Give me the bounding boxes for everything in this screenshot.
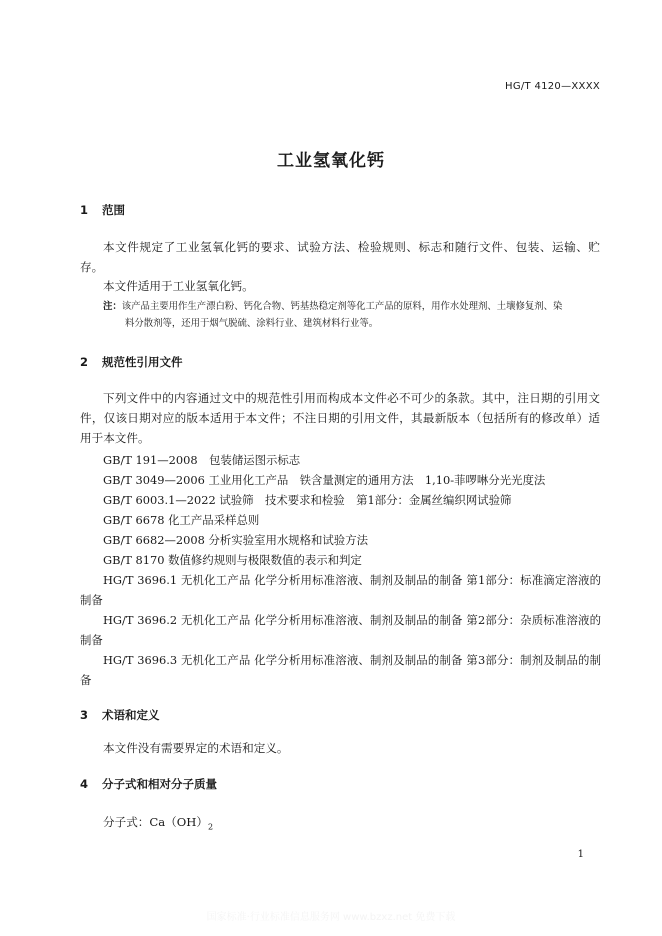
document-title: 工业氢氧化钙 xyxy=(277,151,385,171)
section-number: 4 xyxy=(80,777,89,791)
section-heading-formula xyxy=(80,776,217,792)
reference-item: GB/T 3049—2006 工业用化工产品 铁含量测定的通用方法 1,10-菲啰啉分光光度法 xyxy=(103,473,546,487)
section-heading-normative-references xyxy=(80,354,183,370)
section-title: 规范性引用文件 xyxy=(102,355,183,369)
reference-item: GB/T 6678 化工产品采样总则 xyxy=(103,513,260,527)
section-title: 术语和定义 xyxy=(102,708,160,722)
reference-item: GB/T 191—2008 包装储运图示标志 xyxy=(103,453,301,467)
scope-paragraph: 本文件规定了工业氢氧化钙的要求、试验方法、检验规则、标志和随行文件、包装、运输、贮存。 xyxy=(80,240,600,274)
formula-subscript: 2 xyxy=(207,822,214,832)
watermark-text: 国家标准·行业标准信息服务网 www.bzxz.net 免费下载 xyxy=(206,912,456,923)
terms-paragraph: 本文件没有需要界定的术语和定义。 xyxy=(103,741,289,755)
section-number: 3 xyxy=(80,708,89,722)
scope-applicability: 本文件适用于工业氢氧化钙。 xyxy=(103,279,254,293)
note-text-line2: 料分散剂等，还用于烟气脱硫、涂料行业、建筑材料行业等。 xyxy=(125,318,379,329)
reference-item: GB/T 6682—2008 分析实验室用水规格和试验方法 xyxy=(103,533,368,547)
reference-item: HG/T 3696.2 无机化工产品 化学分析用标准溶液、制剂及制品的制备 第2部分：杂质标准溶液的制备 xyxy=(80,613,601,647)
reference-item: GB/T 6003.1—2022 试验筛 技术要求和检验 第1部分：金属丝编织网试验筛 xyxy=(103,493,512,507)
section-heading-scope xyxy=(80,202,125,218)
scope-note xyxy=(103,298,601,332)
reference-item: HG/T 3696.3 无机化工产品 化学分析用标准溶液、制剂及制品的制备 第3部分：制剂及制品的制备 xyxy=(80,653,601,687)
note-text-line1: 该产品主要用作生产漂白粉、钙化合物、钙基热稳定剂等化工产品的原料，用作水处理剂、土壤修复剂、染 xyxy=(121,301,563,312)
reference-item: GB/T 8170 数值修约规则与极限数值的表示和判定 xyxy=(103,553,362,567)
molecular-formula xyxy=(103,814,213,831)
section-heading-terms xyxy=(80,707,160,723)
reference-item: HG/T 3696.1 无机化工产品 化学分析用标准溶液、制剂及制品的制备 第1部分：标准滴定溶液的制备 xyxy=(80,573,601,607)
formula-label: 分子式：Ca（OH） xyxy=(103,815,208,829)
normative-intro-paragraph: 下列文件中的内容通过文中的规范性引用而构成本文件必不可少的条款。其中，注日期的引用文件，仅该日期对应的版本适用于本文件；不注日期的引用文件，其最新版本（包括所有的修改单）适用于本文件。 xyxy=(80,391,600,445)
section-title: 分子式和相对分子质量 xyxy=(102,777,218,791)
standard-code: HG/T 4120—XXXX xyxy=(505,81,600,92)
page-number: 1 xyxy=(577,849,584,860)
section-number: 2 xyxy=(80,355,89,369)
note-label: 注： xyxy=(103,301,122,312)
section-number: 1 xyxy=(80,203,89,217)
section-title: 范围 xyxy=(102,203,126,217)
